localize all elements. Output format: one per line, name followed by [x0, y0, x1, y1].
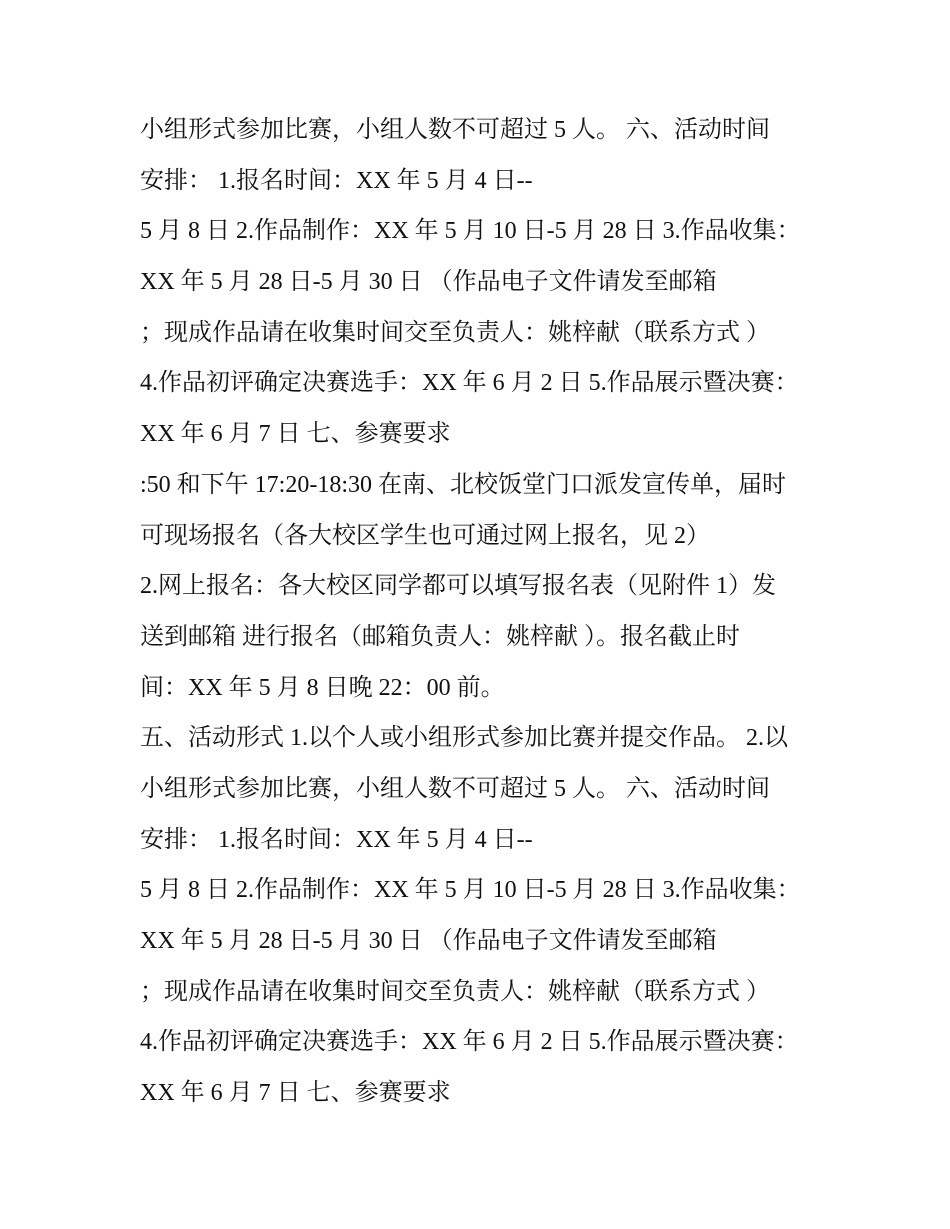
text-line: XX 年 5 月 28 日-5 月 30 日 （作品电子文件请发至邮箱 [140, 928, 717, 954]
text-line: ；现成作品请在收集时间交至负责人：姚梓献（联系方式 ） [140, 319, 770, 346]
text-line: ；现成作品请在收集时间交至负责人：姚梓献（联系方式 ） [140, 978, 770, 1005]
text-line: 送到邮箱 进行报名（邮箱负责人：姚梓献 ）。报名截止时 [140, 623, 740, 650]
text-line: 安排： 1.报名时间：XX 年 5 月 4 日-- [140, 826, 533, 853]
document-body [140, 105, 801, 1119]
text-line: 5 月 8 日 2.作品制作：XX 年 5 月 10 日-5 月 28 日 3.作品收集： [140, 877, 801, 904]
text-line: 小组形式参加比赛，小组人数不可超过 5 人。 六、活动时间 [140, 117, 770, 143]
text-line: 安排： 1.报名时间：XX 年 5 月 4 日-- [140, 167, 533, 194]
text-line: XX 年 6 月 7 日 七、参赛要求 [140, 421, 451, 448]
text-line: XX 年 5 月 28 日-5 月 30 日 （作品电子文件请发至邮箱 [140, 269, 717, 296]
text-line: 可现场报名（各大校区学生也可通过网上报名，见 2） [140, 522, 710, 549]
text-line: 4.作品初评确定决赛选手：XX 年 6 月 2 日 5.作品展示暨决赛： [140, 370, 799, 397]
text-line: 五、活动形式 1.以个人或小组形式参加比赛并提交作品。 2.以 [140, 725, 788, 752]
text-line: 5 月 8 日 2.作品制作：XX 年 5 月 10 日-5 月 28 日 3.作品收集： [140, 218, 801, 245]
text-line: XX 年 6 月 7 日 七、参赛要求 [140, 1080, 451, 1107]
text-line: 4.作品初评确定决赛选手：XX 年 6 月 2 日 5.作品展示暨决赛： [140, 1029, 799, 1056]
text-line: 2.网上报名：各大校区同学都可以填写报名表（见附件 1）发 [140, 573, 776, 600]
text-line: 小组形式参加比赛，小组人数不可超过 5 人。 六、活动时间 [140, 775, 770, 802]
text-line: 间：XX 年 5 月 8 日晚 22：00 前。 [140, 674, 505, 701]
text-line: :50 和下午 17:20-18:30 在南、北校饭堂门口派发宣传单，届时 [140, 471, 786, 498]
